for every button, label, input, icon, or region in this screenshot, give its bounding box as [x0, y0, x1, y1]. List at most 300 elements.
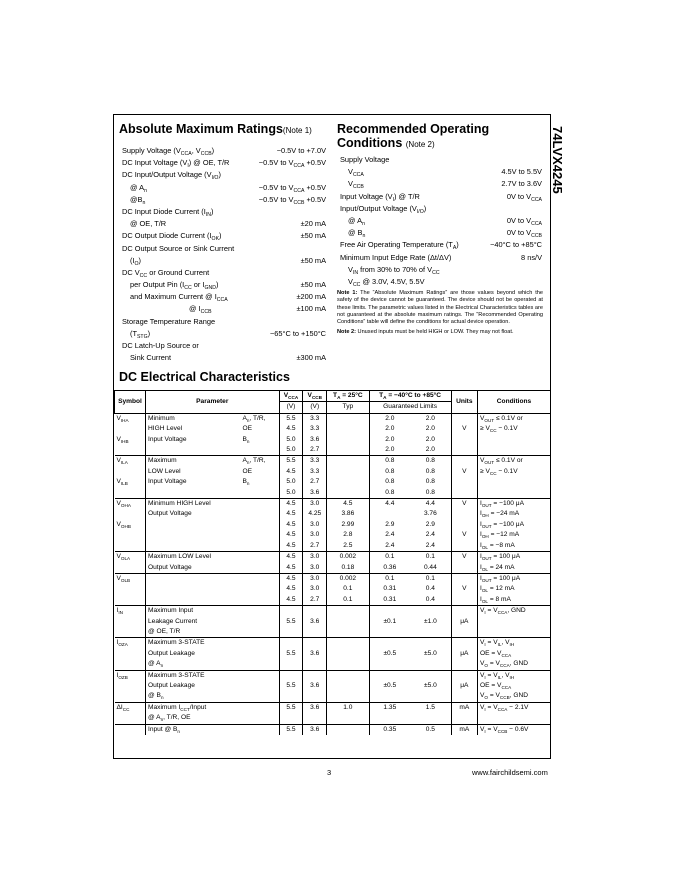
cell-units [451, 541, 477, 552]
text-fragment: V [116, 553, 121, 561]
cell-vccb [303, 724, 327, 735]
cell-limit-25 [369, 467, 410, 477]
cell-limit-25 [369, 520, 410, 530]
cell-limit-25 [369, 617, 410, 627]
text-fragment: = 8 mA [488, 595, 511, 603]
text-fragment: 4.5 [286, 595, 296, 603]
text-fragment: − 2.1V [507, 703, 529, 711]
text-fragment: 2.8 [343, 531, 353, 539]
cell-symbol [115, 413, 146, 424]
cell-vcca [279, 499, 303, 510]
text-fragment: CC [489, 428, 497, 434]
amr-row [122, 316, 326, 328]
cell-units [451, 670, 477, 681]
text-fragment: 0.002 [339, 574, 357, 582]
text-fragment: 0.8 [385, 457, 395, 465]
text-fragment: OL [481, 544, 488, 550]
roc-param [340, 178, 364, 190]
text-fragment: IHB [120, 438, 129, 444]
text-fragment: V [116, 478, 121, 486]
cell-symbol [115, 467, 146, 477]
text-fragment: 0V to V [506, 228, 532, 238]
text-fragment: (I [130, 255, 135, 265]
text-fragment: CC [184, 285, 192, 292]
roc-row [340, 166, 542, 178]
text-fragment: 3.0 [310, 585, 320, 593]
text-fragment: ) [215, 280, 219, 290]
cell-param-pin [240, 499, 279, 510]
cell-units [451, 681, 477, 691]
text-fragment: V [348, 167, 353, 177]
text-fragment: ±50 mA [300, 280, 326, 290]
text-fragment: I [480, 541, 482, 549]
cell-limit-25 [369, 595, 410, 606]
text-fragment: I [480, 595, 482, 603]
text-fragment: μA [460, 649, 469, 657]
text-fragment: CCB [293, 199, 305, 206]
cell-typ [327, 713, 369, 724]
text-fragment: CCB [200, 309, 212, 316]
table-row [115, 595, 551, 606]
text-fragment: 2.4 [425, 531, 435, 539]
text-fragment: ) [456, 240, 459, 250]
text-fragment: V [480, 725, 485, 733]
text-fragment: V [116, 457, 121, 465]
text-fragment: CCA [352, 172, 364, 179]
cell-vccb [303, 595, 327, 606]
text-fragment: Input @ B [148, 725, 178, 733]
cell-units [451, 617, 477, 627]
roc-param [340, 215, 365, 227]
text-fragment: 5.5 [286, 703, 296, 711]
cell-vccb [303, 477, 327, 487]
cell-conditions [478, 456, 551, 467]
table-row [115, 541, 551, 552]
text-fragment: = −24 mA [488, 510, 520, 518]
text-fragment: −0.5V to V [258, 194, 294, 204]
text-fragment: CCA [501, 652, 512, 658]
cell-limit-range [410, 477, 451, 487]
text-fragment: n [246, 481, 250, 487]
text-fragment: I/O [416, 208, 424, 215]
text-fragment: OUT [481, 556, 492, 562]
amr-row [122, 328, 326, 340]
cell-conditions [478, 413, 551, 424]
cell-conditions [478, 541, 551, 552]
text-fragment: , V [191, 146, 201, 155]
cell-symbol [115, 713, 146, 724]
text-fragment: ) [211, 146, 215, 155]
cell-vccb [303, 691, 327, 702]
text-fragment: I [484, 728, 486, 734]
amr-value [259, 157, 326, 169]
roc-row [340, 264, 542, 276]
text-fragment: 4.5 [286, 563, 296, 571]
text-fragment: OL [481, 588, 488, 594]
text-fragment: 0.8 [385, 467, 395, 475]
text-fragment: = −100 μA [491, 500, 524, 508]
table-row [115, 670, 551, 681]
amr-row [122, 279, 326, 291]
table-row [115, 509, 551, 519]
text-fragment: CC [432, 269, 440, 276]
text-fragment: 0.8 [425, 467, 435, 475]
text-fragment: IHA [120, 417, 129, 423]
cell-conditions [478, 467, 551, 477]
amr-param [122, 303, 212, 315]
text-fragment: = V [488, 692, 500, 700]
text-fragment: 0.8 [425, 457, 435, 465]
text-fragment: STG [136, 333, 148, 340]
cell-typ [327, 638, 369, 649]
text-fragment: Input/Output Voltage (V [340, 203, 417, 213]
text-fragment: 0.8 [385, 478, 395, 486]
cell-conditions [478, 627, 551, 638]
cell-limit-range [410, 509, 451, 519]
text-fragment: CCB [499, 695, 510, 701]
text-fragment: n [246, 460, 250, 466]
table-row [115, 702, 551, 713]
text-fragment: ) [138, 255, 142, 265]
text-fragment: DC Input Voltage (V [122, 158, 188, 168]
text-fragment: 4.5 [286, 520, 296, 528]
text-fragment: ) [218, 170, 221, 180]
cell-vcca [279, 445, 303, 456]
text-fragment: CCB [497, 728, 508, 734]
footer-url: www.fairchildsemi.com [472, 768, 548, 777]
cell-units [451, 467, 477, 477]
cell-param [146, 691, 241, 702]
amr-row [122, 218, 326, 230]
text-fragment: CCA [216, 297, 228, 304]
cell-vcca [279, 530, 303, 540]
text-fragment: Leakage Current [148, 617, 198, 625]
cell-vccb [303, 681, 327, 691]
text-fragment: @ OE, T/R [148, 627, 181, 635]
cell-symbol [115, 456, 146, 467]
text-fragment: ±300 mA [296, 353, 326, 363]
cell-limit-25 [369, 606, 410, 617]
cell-symbol [115, 638, 146, 649]
text-fragment: OHB [120, 523, 131, 529]
text-fragment: −0.5V to V [258, 182, 294, 192]
cell-param-pin [240, 638, 279, 649]
text-fragment: V [116, 414, 121, 422]
amr-param [122, 182, 147, 194]
text-fragment: n [246, 417, 250, 423]
text-fragment: n [160, 695, 164, 701]
text-fragment: CC [139, 272, 148, 279]
text-fragment: DC Input/Output Voltage (V [122, 170, 212, 180]
roc-value [501, 166, 542, 178]
cell-limit-range [410, 584, 451, 594]
roc-param [340, 227, 365, 239]
text-fragment: V [462, 553, 467, 561]
text-fragment: HIGH Level [148, 425, 183, 433]
cell-vcca [279, 477, 303, 487]
text-fragment: ≤ 0.1V or [494, 457, 523, 465]
text-fragment: ±1.0 [423, 617, 437, 625]
text-fragment: CC [352, 281, 361, 288]
text-fragment: IL [497, 642, 502, 648]
cell-vcca [279, 424, 303, 434]
cell-limit-25 [369, 445, 410, 456]
cell-param [146, 606, 241, 617]
cell-param-pin [240, 659, 279, 670]
cell-conditions [478, 713, 551, 724]
text-fragment: − 0.6V [507, 725, 529, 733]
text-fragment: OZA [118, 642, 128, 648]
dc-title: DC Electrical Characteristics [119, 370, 290, 384]
text-fragment: 0.8 [425, 478, 435, 486]
text-fragment: per Output Pin (I [130, 280, 185, 290]
cell-limit-range [410, 435, 451, 445]
cell-symbol [115, 617, 146, 627]
cell-param-pin [240, 617, 279, 627]
text-fragment: mA [459, 725, 470, 733]
text-fragment: V [480, 671, 485, 679]
cell-vcca [279, 435, 303, 445]
cell-param [146, 584, 241, 594]
cell-units [451, 488, 477, 499]
amr-value [296, 303, 326, 315]
cell-vcca [279, 467, 303, 477]
amr-value [301, 230, 326, 242]
text-fragment: = 12 mA [488, 585, 515, 593]
cell-vccb [303, 702, 327, 713]
cell-vccb [303, 552, 327, 563]
text-fragment: CCA [501, 684, 512, 690]
amr-param [122, 194, 145, 206]
cell-param-pin [240, 670, 279, 681]
text-fragment: μA [460, 681, 469, 689]
text-fragment: 4.5 [286, 500, 296, 508]
amr-list [122, 145, 326, 364]
text-fragment: OH [481, 513, 489, 519]
cell-limit-range [410, 691, 451, 702]
cell-param [146, 681, 241, 691]
cell-vccb [303, 627, 327, 638]
table-row [115, 530, 551, 540]
cell-vccb [303, 435, 327, 445]
cell-vccb [303, 424, 327, 434]
cell-param [146, 477, 241, 487]
text-fragment: 5.5 [286, 617, 296, 625]
text-fragment: 2.7 [310, 478, 320, 486]
text-fragment: +0.5V [304, 194, 326, 204]
cell-vcca [279, 488, 303, 499]
text-fragment: GND [204, 285, 216, 292]
cell-limit-range [410, 456, 451, 467]
text-fragment: 2.4 [425, 541, 435, 549]
amr-row [122, 206, 326, 218]
text-fragment: 0.8 [385, 488, 395, 496]
text-fragment: V [348, 264, 353, 274]
cell-units [451, 649, 477, 659]
text-fragment: O [484, 695, 488, 701]
text-fragment: Input Voltage [148, 478, 187, 486]
cell-conditions [478, 606, 551, 617]
text-fragment: 2.0 [385, 425, 395, 433]
text-fragment: Input Voltage [148, 435, 187, 443]
cell-units [451, 499, 477, 510]
cell-vccb [303, 606, 327, 617]
cell-limit-range [410, 573, 451, 584]
text-fragment: ≥ V [480, 425, 490, 433]
part-number: 74LVX4245 [550, 126, 565, 194]
cell-typ [327, 724, 369, 735]
cell-units [451, 638, 477, 649]
cell-conditions [478, 617, 551, 627]
cell-vccb [303, 713, 327, 724]
text-fragment: OUT [481, 577, 492, 583]
text-fragment: 0.1 [425, 553, 435, 561]
text-fragment: OHA [120, 503, 131, 509]
table-row [115, 617, 551, 627]
cell-param [146, 552, 241, 563]
text-fragment: V [480, 660, 485, 668]
th-vcca-unit: (V) [279, 402, 303, 413]
cell-typ [327, 413, 369, 424]
cell-param [146, 617, 241, 627]
text-fragment: 3.3 [310, 425, 320, 433]
table-row [115, 681, 551, 691]
th-conditions: Conditions [478, 391, 551, 414]
text-fragment: V [462, 467, 467, 475]
text-fragment: OE = V [480, 681, 502, 689]
table-row [115, 467, 551, 477]
cell-conditions [478, 681, 551, 691]
amr-param [122, 267, 209, 279]
text-fragment: Storage Temperature Range [122, 316, 216, 326]
text-fragment: 0.1 [343, 585, 353, 593]
cell-limit-25 [369, 424, 410, 434]
text-fragment: , V [501, 671, 510, 679]
side-title-bar [551, 114, 579, 759]
cell-units [451, 659, 477, 670]
text-fragment: I [484, 706, 486, 712]
cell-typ [327, 499, 369, 510]
cell-typ [327, 424, 369, 434]
text-fragment: O [134, 260, 139, 267]
cell-limit-range [410, 659, 451, 670]
text-fragment: IN [205, 211, 211, 218]
amr-param [122, 291, 228, 303]
cell-limit-25 [369, 435, 410, 445]
cell-vccb [303, 649, 327, 659]
text-fragment: 2.0 [425, 446, 435, 454]
table-row [115, 713, 551, 724]
text-fragment: V [348, 276, 353, 286]
cell-vcca [279, 563, 303, 574]
cell-symbol [115, 552, 146, 563]
roc-row [340, 276, 542, 288]
cell-vcca [279, 638, 303, 649]
text-fragment: 3.0 [310, 500, 320, 508]
text-fragment: 4.5 [343, 500, 353, 508]
text-fragment: DC V [122, 267, 140, 277]
cell-param [146, 499, 241, 510]
text-fragment: OLB [120, 577, 131, 583]
cell-param [146, 649, 241, 659]
cell-units [451, 584, 477, 594]
text-fragment: CCA [531, 220, 542, 227]
cell-param-pin [240, 691, 279, 702]
cell-param [146, 488, 241, 499]
amr-row [122, 182, 326, 194]
cell-param [146, 702, 241, 713]
cell-limit-range [410, 627, 451, 638]
text-fragment: 3.6 [310, 703, 320, 711]
text-fragment: LOW Level [148, 467, 181, 475]
text-fragment: 0.1 [385, 574, 395, 582]
text-fragment: ±0.5 [383, 681, 397, 689]
cell-param [146, 520, 241, 530]
cell-typ [327, 477, 369, 487]
text-fragment: DC Latch-Up Source or [122, 341, 199, 350]
roc-value [490, 239, 542, 251]
cell-typ [327, 691, 369, 702]
text-fragment: 5.5 [286, 457, 296, 465]
cell-typ [327, 520, 369, 530]
text-fragment: 0.36 [383, 563, 397, 571]
cell-vccb [303, 541, 327, 552]
roc-value [507, 227, 542, 239]
text-fragment: @ B [148, 692, 161, 700]
cell-limit-range [410, 606, 451, 617]
cell-param-pin [240, 541, 279, 552]
cell-conditions [478, 477, 551, 487]
amr-row [122, 352, 326, 364]
text-fragment: ±50 mA [300, 255, 326, 265]
text-fragment: I [392, 196, 395, 203]
text-fragment: 4.5 [286, 531, 296, 539]
text-fragment: V [480, 607, 485, 615]
cell-conditions [478, 659, 551, 670]
text-fragment: , T/R, [249, 414, 266, 422]
th-typ: Typ [327, 402, 369, 413]
text-fragment: DC Output Diode Current (I [122, 231, 212, 241]
cell-conditions [478, 424, 551, 434]
text-fragment: − 0.1V [496, 425, 518, 433]
amr-row [122, 291, 326, 303]
text-fragment: 0V to V [506, 215, 532, 225]
text-fragment: I/O [211, 175, 219, 182]
text-fragment: = V [485, 703, 498, 711]
text-fragment: CCA [180, 151, 192, 157]
cell-limit-25 [369, 477, 410, 487]
cell-limit-range [410, 530, 451, 540]
cell-typ [327, 456, 369, 467]
roc-value [521, 252, 542, 264]
amr-row [122, 243, 326, 255]
text-fragment: −0.5V to +7.0V [276, 146, 326, 155]
cell-param-pin [240, 649, 279, 659]
amr-row [122, 230, 326, 242]
text-fragment: IN [118, 610, 123, 616]
cell-param-pin [240, 520, 279, 530]
amr-value [277, 145, 326, 157]
cell-typ [327, 670, 369, 681]
text-fragment: 2.7 [310, 446, 320, 454]
amr-value [270, 328, 326, 340]
cell-conditions [478, 638, 551, 649]
text-fragment: OL [481, 566, 488, 572]
table-row [115, 691, 551, 702]
amr-row [122, 157, 326, 169]
amr-param [122, 230, 222, 242]
cell-units [451, 713, 477, 724]
